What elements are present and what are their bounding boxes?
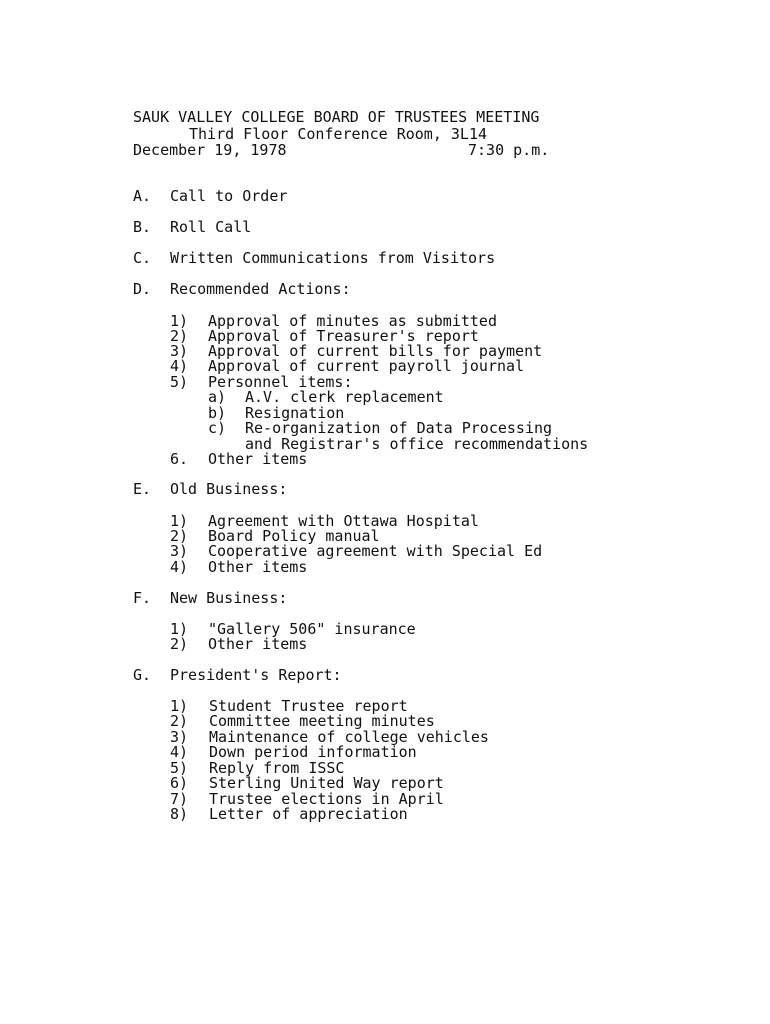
item-number: 2) [170, 712, 189, 730]
meeting-time: 7:30 p.m. [468, 141, 550, 159]
agenda-item: "Gallery 506" insurance [208, 620, 416, 638]
item-number: 4) [170, 558, 189, 576]
item-number: 5) [170, 373, 189, 391]
item-number: 2) [170, 527, 189, 545]
item-number: 4) [170, 357, 189, 375]
subitem-letter: b) [208, 404, 227, 422]
item-number: 1) [170, 697, 189, 715]
agenda-item: Reply from ISSC [209, 759, 345, 777]
section-letter: A. [133, 187, 152, 205]
agenda-item: Other items [208, 635, 308, 653]
section-title-presidents-report: President's Report: [170, 666, 342, 684]
item-number: 5) [170, 759, 189, 777]
item-number: 3) [170, 728, 189, 746]
agenda-item: Cooperative agreement with Special Ed [208, 542, 543, 560]
section-letter: C. [133, 249, 152, 267]
section-letter: B. [133, 218, 152, 236]
item-number: 6. [170, 450, 189, 468]
agenda-item: Approval of Treasurer's report [208, 327, 479, 345]
item-number: 2) [170, 327, 189, 345]
subitem-letter: c) [208, 419, 227, 437]
subitem-letter: a) [208, 388, 227, 406]
agenda-item: Approval of current bills for payment [208, 342, 543, 360]
agenda-item: Personnel items: [208, 373, 353, 391]
agenda-item: Other items [208, 558, 308, 576]
section-title-call-to-order: Call to Order [170, 187, 288, 205]
item-number: 1) [170, 312, 189, 330]
item-number: 2) [170, 635, 189, 653]
agenda-item: Student Trustee report [209, 697, 408, 715]
agenda-item: Agreement with Ottawa Hospital [208, 512, 479, 530]
agenda-item: Other items [208, 450, 308, 468]
agenda-item: Trustee elections in April [209, 790, 444, 808]
item-number: 3) [170, 542, 189, 560]
section-title-roll-call: Roll Call [170, 218, 252, 236]
item-number: 3) [170, 342, 189, 360]
section-letter: D. [133, 280, 152, 298]
agenda-item: Maintenance of college vehicles [209, 728, 489, 746]
agenda-item: Sterling United Way report [209, 774, 444, 792]
item-number: 8) [170, 805, 189, 823]
agenda-subitem: Resignation [245, 404, 345, 422]
agenda-item: Approval of minutes as submitted [208, 312, 497, 330]
item-number: 1) [170, 512, 189, 530]
agenda-item: Letter of appreciation [209, 805, 408, 823]
meeting-location: Third Floor Conference Room, 3L14 [189, 125, 488, 143]
document-title: SAUK VALLEY COLLEGE BOARD OF TRUSTEES MEETING [133, 108, 540, 126]
agenda-item: Down period information [209, 743, 417, 761]
item-number: 6) [170, 774, 189, 792]
agenda-item: Board Policy manual [208, 527, 380, 545]
section-title-new-business: New Business: [170, 589, 288, 607]
agenda-subitem: A.V. clerk replacement [245, 388, 444, 406]
section-title-old-business: Old Business: [170, 480, 288, 498]
agenda-item: Committee meeting minutes [209, 712, 435, 730]
section-letter: E. [133, 480, 152, 498]
meeting-date: December 19, 1978 [133, 141, 287, 159]
section-letter: G. [133, 666, 152, 684]
item-number: 7) [170, 790, 189, 808]
section-letter: F. [133, 589, 152, 607]
section-title-recommended-actions: Recommended Actions: [170, 280, 351, 298]
agenda-subitem: Re-organization of Data Processing [245, 419, 553, 437]
agenda-subitem-continuation: and Registrar's office recommendations [245, 435, 589, 453]
item-number: 4) [170, 743, 189, 761]
agenda-item: Approval of current payroll journal [208, 357, 525, 375]
item-number: 1) [170, 620, 189, 638]
section-title-written-communications: Written Communications from Visitors [170, 249, 496, 267]
